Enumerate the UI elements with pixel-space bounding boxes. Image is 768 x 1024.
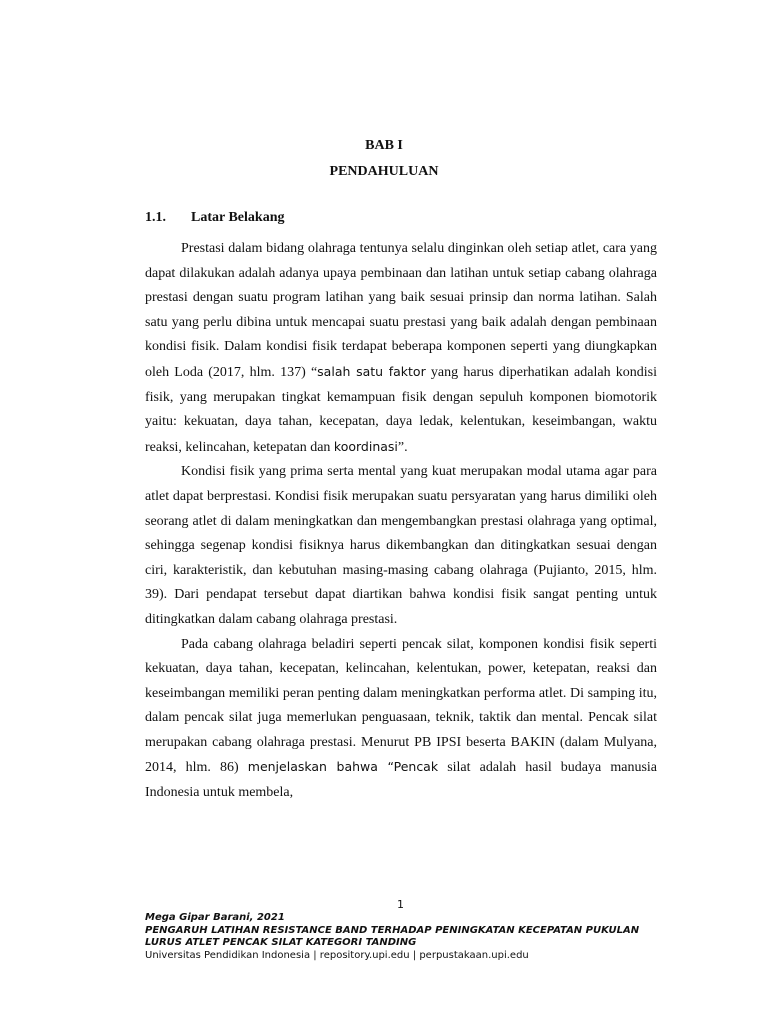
body-text bbox=[145, 237, 657, 806]
footer-university: Universitas Pendidikan Indonesia | repository.upi.edu | perpustakaan.upi.edu bbox=[145, 949, 529, 961]
page-number: 1 bbox=[397, 898, 404, 911]
paragraph-3-sans-text: menjelaskan bahwa “Pencak bbox=[247, 759, 439, 775]
quote-start: salah satu faktor bbox=[317, 363, 426, 379]
chapter-number: BAB I bbox=[365, 138, 403, 153]
footer-title-line-2: LURUS ATLET PENCAK SILAT KATEGORI TANDING bbox=[145, 937, 417, 948]
paragraph-3-text-b: silat adalah hasil budaya manusia Indonesia untuk membela, bbox=[145, 760, 657, 801]
paragraph-1 bbox=[145, 237, 657, 460]
paragraph-3 bbox=[145, 633, 657, 806]
footer-author: Mega Gipar Barani, 2021 bbox=[145, 912, 285, 923]
paragraph-1-text-c: ”. bbox=[397, 439, 408, 455]
page-footer bbox=[145, 912, 705, 962]
footer-title-line-1: PENGARUH LATIHAN RESISTANCE BAND TERHADAP PENINGKATAN KECEPATAN PUKULAN bbox=[145, 924, 640, 936]
section-number: 1.1. bbox=[145, 210, 166, 225]
section-title: Latar Belakang bbox=[191, 210, 285, 225]
paragraph-3-text-a: Pada cabang olahraga beladiri seperti pencak silat, komponen kondisi fisik seperti kekuatan, daya tahan, kecepatan, kelincahan, kelentukan, power, ketepatan, reaksi dan keseimbangan memiliki peran penting dalam meningkatkan performa atlet. Di samping itu, dalam pencak silat juga memerlukan penguasaan, teknik, taktik dan mental. Pencak silat merupakan cabang olahraga prestasi. Menurut PB IPSI beserta BAKIN (dalam Mulyana, 2014, hlm. 86) bbox=[145, 636, 657, 776]
paragraph-1-text-b: yang harus diperhatikan adalah kondisi fisik, yang merupakan tingkat kemampuan fisik dengan sepuluh komponen biomotorik yaitu: kekuatan, daya tahan, kecepatan, daya ledak, kelentukan, keseimbangan, waktu reaksi, kelincahan, ketepatan dan bbox=[145, 364, 657, 455]
chapter-title: PENDAHULUAN bbox=[329, 164, 439, 179]
paragraph-1-text-a: Prestasi dalam bidang olahraga tentunya selalu dinginkan oleh setiap atlet, cara yang dapat dilakukan adalah adanya upaya pembinaan dan latihan untuk setiap cabang olahraga prestasi dengan suatu program latihan yang baik sesuai prinsip dan norma latihan. Salah satu yang perlu dibina untuk mencapai suatu prestasi yang baik adalah dengan pembinaan kondisi fisik. Dalam kondisi fisik terdapat beberapa komponen seperti yang diungkapkan oleh Loda (2017, hlm. 137) “ bbox=[145, 241, 657, 380]
section-heading bbox=[145, 210, 284, 226]
quote-end: koordinasi bbox=[333, 438, 398, 454]
paragraph-2: Kondisi fisik yang prima serta mental yang kuat merupakan modal utama agar para atlet dapat berprestasi. Kondisi fisik merupakan suatu persyaratan yang harus dimiliki oleh seorang atlet di dalam meningkatkan dan mengembangkan prestasi olahraga yang optimal, sehingga segenap kondisi fisiknya harus dikembangkan dan ditingkatkan sesuai dengan ciri, karakteristik, dan kebutuhan masing-masing cabang olahraga (Pujianto, 2015, hlm. 39). Dari pendapat tersebut dapat diartikan bahwa kondisi fisik sangat penting untuk ditingkatkan dalam cabang olahraga prestasi. bbox=[145, 464, 657, 627]
